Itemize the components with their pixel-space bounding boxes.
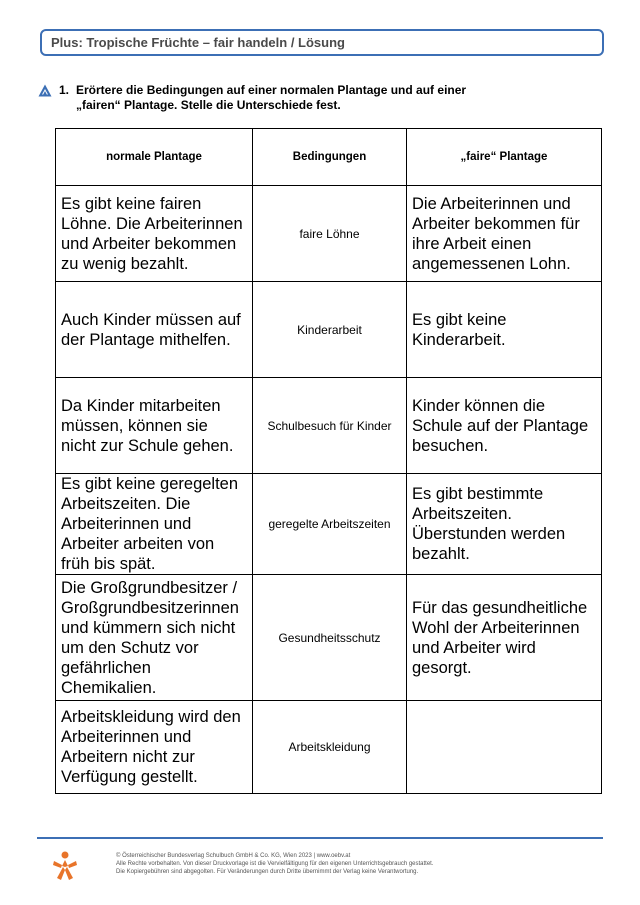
normal-cell: Es gibt keine fairen Löhne. Die Arbeiterinnen und Arbeiter bekommen zu wenig bezahlt. <box>56 186 253 282</box>
condition-cell: Kinderarbeit <box>253 282 407 378</box>
footer-line-3: Die Kopiergebühren sind abgegolten. Für Veränderungen durch Dritte übernimmt der Verlag keine Verantwortung. <box>116 869 419 875</box>
condition-cell: faire Löhne <box>253 186 407 282</box>
task-number: 1. <box>59 83 70 97</box>
fair-cell: Kinder können die Schule auf der Plantage besuchen. <box>407 378 602 474</box>
fair-cell: Es gibt keine Kinderarbeit. <box>407 282 602 378</box>
table-row <box>56 474 602 575</box>
table-row <box>56 186 602 282</box>
normal-cell: Auch Kinder müssen auf der Plantage mithelfen. <box>56 282 253 378</box>
normal-cell: Da Kinder mitarbeiten müssen, können sie nicht zur Schule gehen. <box>56 378 253 474</box>
normal-cell: Es gibt keine geregelten Arbeitszeiten. Die Arbeiterinnen und Arbeiter arbeiten von früh bis spät. <box>56 474 253 575</box>
normal-cell: Die Großgrundbesitzer / Großgrundbesitzerinnen und kümmern sich nicht um den Schutz vor gefährlichen Chemikalien. <box>56 575 253 701</box>
table-row <box>56 378 602 474</box>
footer-copyright <box>116 852 434 876</box>
footer-line-2: Alle Rechte vorbehalten. Von dieser Druckvorlage ist die Vervielfältigung für den eigenen Unterrichtsgebrauch gestattet. <box>116 861 434 867</box>
fair-cell: Die Arbeiterinnen und Arbeiter bekommen für ihre Arbeit einen angemessenen Lohn. <box>407 186 602 282</box>
task-text-line-1: Erörtere die Bedingungen auf einer normalen Plantage und auf einer <box>76 83 467 97</box>
normal-cell: Arbeitskleidung wird den Arbeiterinnen und Arbeitern nicht zur Verfügung gestellt. <box>56 701 253 794</box>
page-header <box>40 29 604 56</box>
publisher-logo-icon <box>51 851 79 881</box>
column-header-normal: normale Plantage <box>56 129 253 186</box>
footer-line-1: © Österreichischer Bundesverlag Schulbuch GmbH & Co. KG, Wien 2023 | www.oebv.at <box>116 853 351 859</box>
column-header-fair: „faire“ Plantage <box>407 129 602 186</box>
fair-cell: Es gibt bestimmte Arbeitszeiten. Überstunden werden bezahlt. <box>407 474 602 575</box>
table-row <box>56 701 602 794</box>
condition-cell: Arbeitskleidung <box>253 701 407 794</box>
condition-cell: Schulbesuch für Kinder <box>253 378 407 474</box>
page-title: Plus: Tropische Früchte – fair handeln / Lösung <box>51 35 345 50</box>
table-row <box>56 575 602 701</box>
condition-cell: geregelte Arbeitszeiten <box>253 474 407 575</box>
footer-divider <box>37 837 603 839</box>
task-text-line-2: „fairen“ Plantage. Stelle die Unterschiede fest. <box>76 98 341 112</box>
comparison-table <box>55 128 602 794</box>
condition-cell: Gesundheitsschutz <box>253 575 407 701</box>
task-text <box>76 83 576 113</box>
fair-cell: Für das gesundheitliche Wohl der Arbeiterinnen und Arbeiter wird gesorgt. <box>407 575 602 701</box>
difficulty-triangle-icon <box>38 84 52 97</box>
fair-cell <box>407 701 602 794</box>
column-header-condition: Bedingungen <box>253 129 407 186</box>
table-row <box>56 282 602 378</box>
table-header-row <box>56 129 602 186</box>
